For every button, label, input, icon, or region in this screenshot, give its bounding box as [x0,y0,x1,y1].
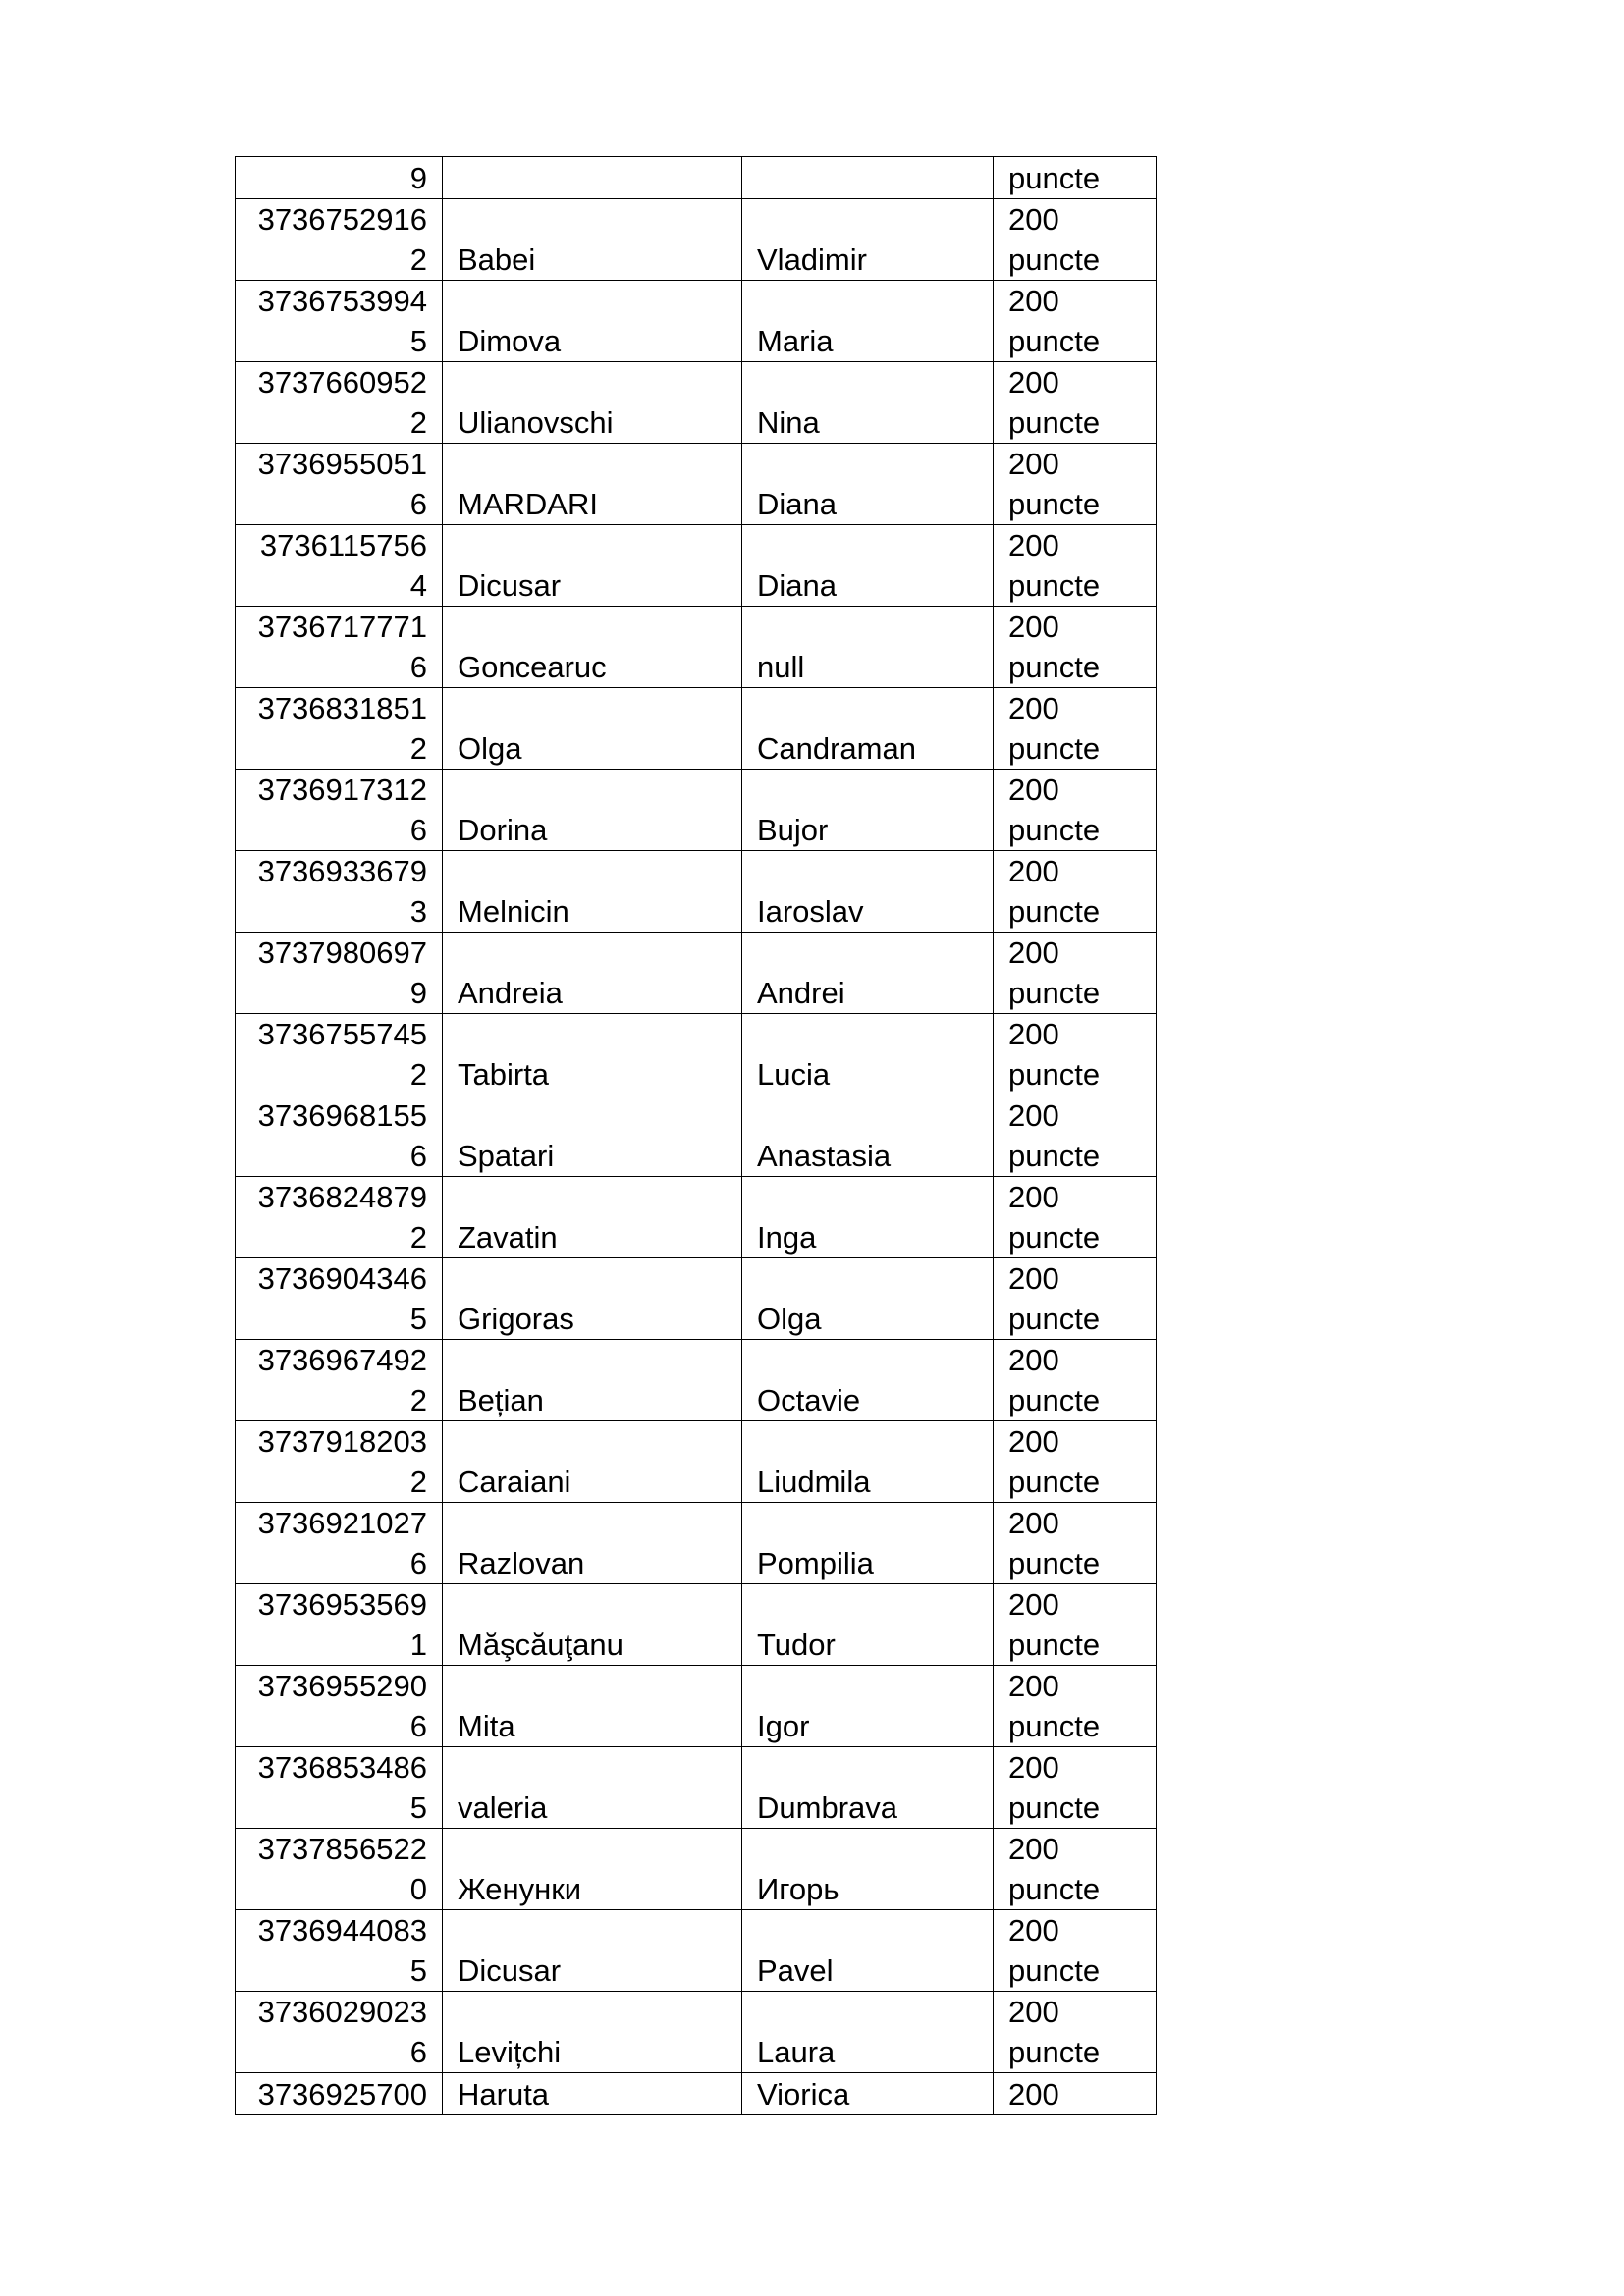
cell-last-name: Ulianovschi [443,362,742,444]
cell-last-name: Grigoras [443,1258,742,1340]
cell-id-line: 2 [409,405,427,440]
cell-points-line: puncte [1008,1220,1101,1255]
table-row [236,688,1157,770]
cell-points [994,607,1157,688]
cell-id-line: 3736967492 [257,1343,427,1377]
cell-points-line: puncte [1008,1546,1101,1580]
cell-last-name: Melnicin [443,851,742,933]
cell-last-name: Andreia [443,933,742,1014]
cell-points [994,1584,1157,1666]
cell-points [994,688,1157,770]
cell-first-name: Lucia [742,1014,994,1095]
cell-id [236,199,443,281]
table-row [236,1014,1157,1095]
cell-id-line: 0 [409,1872,427,1906]
cell-points-line: puncte [1008,731,1101,766]
data-table [235,156,1157,2115]
cell-id [236,1095,443,1177]
cell-points [994,1910,1157,1992]
cell-last-name [443,157,742,199]
cell-id-line: 2 [409,1383,427,1417]
cell-points [994,1747,1157,1829]
cell-points-line: 200 [1008,1017,1059,1051]
cell-first-name: Vladimir [742,199,994,281]
cell-id-line: 2 [409,1220,427,1255]
cell-points-line: puncte [1008,976,1101,1010]
cell-first-name: Iaroslav [742,851,994,933]
cell-id-line: 3736968155 [257,1098,427,1133]
cell-points-line: 200 [1008,1669,1059,1703]
cell-points [994,199,1157,281]
table-row [236,1421,1157,1503]
cell-points-line: 200 [1008,1587,1059,1622]
cell-points-line: puncte [1008,1872,1101,1906]
cell-points-line: puncte [1008,1953,1101,1988]
cell-points-line: puncte [1008,324,1101,358]
cell-points-line: 200 [1008,1343,1059,1377]
table-body [236,157,1157,2115]
cell-id [236,1014,443,1095]
cell-last-name: Dicusar [443,525,742,607]
cell-first-name: Anastasia [742,1095,994,1177]
cell-id-line: 2 [409,731,427,766]
cell-id [236,1258,443,1340]
cell-points-line: 200 [1008,1424,1059,1459]
cell-id-line: 6 [409,1139,427,1173]
cell-id-line: 6 [409,1709,427,1743]
cell-points [994,362,1157,444]
cell-id-line: 6 [409,650,427,684]
cell-id [236,1666,443,1747]
table-row [236,444,1157,525]
cell-first-name: Liudmila [742,1421,994,1503]
cell-id-line: 5 [409,1953,427,1988]
table-row [236,1095,1157,1177]
cell-last-name: Dorina [443,770,742,851]
cell-id [236,525,443,607]
cell-first-name: null [742,607,994,688]
cell-points-line: 200 [1008,1098,1059,1133]
cell-id-line: 3736944083 [257,1913,427,1948]
cell-id-line: 3736115756 [259,528,427,562]
cell-points-line: 200 [1008,773,1059,807]
cell-points [994,2073,1157,2115]
cell-id [236,362,443,444]
cell-id [236,770,443,851]
cell-first-name: Viorica [742,2073,994,2115]
cell-points [994,1503,1157,1584]
cell-first-name: Octavie [742,1340,994,1421]
table-row [236,2073,1157,2115]
cell-last-name: MARDARI [443,444,742,525]
cell-first-name: Igor [742,1666,994,1747]
cell-id-line: 3737856522 [257,1832,427,1866]
cell-last-name: Măşcăuţanu [443,1584,742,1666]
cell-points-line: 200 [1008,2077,1059,2111]
cell-id-line: 3736955051 [257,447,427,481]
cell-first-name: Игорь [742,1829,994,1910]
cell-points-line: 200 [1008,1913,1059,1948]
cell-first-name: Laura [742,1992,994,2073]
cell-id-line: 3736029023 [257,1995,427,2029]
cell-points-line: puncte [1008,568,1101,603]
cell-points-line: puncte [1008,2035,1101,2069]
cell-id-line: 5 [409,1302,427,1336]
cell-id [236,281,443,362]
cell-last-name: Caraiani [443,1421,742,1503]
cell-points [994,444,1157,525]
cell-id-line: 3736753994 [257,284,427,318]
cell-first-name: Pavel [742,1910,994,1992]
cell-first-name: Pompilia [742,1503,994,1584]
cell-points-line: puncte [1008,813,1101,847]
table-row [236,1829,1157,1910]
cell-last-name: Женунки [443,1829,742,1910]
table-row [236,281,1157,362]
cell-points-line: 200 [1008,1995,1059,2029]
cell-last-name: Haruta [443,2073,742,2115]
cell-id-line: 3737918203 [257,1424,427,1459]
table-row [236,1177,1157,1258]
cell-last-name: valeria [443,1747,742,1829]
cell-id-line: 3736755745 [257,1017,427,1051]
cell-id-line: 4 [409,568,427,603]
cell-id-line: 2 [409,1057,427,1092]
cell-points [994,1340,1157,1421]
cell-points-line: puncte [1008,1628,1101,1662]
cell-id-line: 3737660952 [257,365,427,400]
cell-last-name: Razlovan [443,1503,742,1584]
cell-first-name: Andrei [742,933,994,1014]
cell-id-line: 3736831851 [257,691,427,725]
cell-points [994,1421,1157,1503]
cell-id-line: 3736925700 [257,2077,427,2111]
cell-id [236,1421,443,1503]
table-row [236,157,1157,199]
cell-points-line: 200 [1008,447,1059,481]
cell-points-line: 200 [1008,1750,1059,1785]
cell-points [994,770,1157,851]
cell-id-line: 2 [409,242,427,277]
table-row [236,1584,1157,1666]
cell-points-line: puncte [1008,242,1101,277]
cell-id-line: 9 [409,161,427,195]
cell-last-name: Dimova [443,281,742,362]
table-row [236,770,1157,851]
cell-id [236,688,443,770]
cell-points-line: 200 [1008,284,1059,318]
cell-points [994,933,1157,1014]
cell-points-line: puncte [1008,1790,1101,1825]
table-row [236,362,1157,444]
cell-points-line: puncte [1008,1139,1101,1173]
cell-points-line: puncte [1008,1709,1101,1743]
cell-points-line: 200 [1008,610,1059,644]
cell-id-line: 3 [409,894,427,929]
cell-points-line: 200 [1008,365,1059,400]
cell-first-name: Olga [742,1258,994,1340]
cell-points-line: puncte [1008,1057,1101,1092]
cell-id-line: 6 [409,2035,427,2069]
cell-points-line: puncte [1008,894,1101,929]
cell-id-line: 5 [409,1790,427,1825]
cell-id-line: 3736904346 [257,1261,427,1296]
table-row [236,933,1157,1014]
table-row [236,1992,1157,2073]
cell-last-name: Bețian [443,1340,742,1421]
cell-id-line: 2 [409,1465,427,1499]
cell-points-line: 200 [1008,202,1059,237]
cell-points-line: 200 [1008,1506,1059,1540]
table-row [236,607,1157,688]
table-row [236,1258,1157,1340]
cell-id [236,2073,443,2115]
cell-points-line: 200 [1008,528,1059,562]
cell-id-line: 3736917312 [257,773,427,807]
cell-first-name: Dumbrava [742,1747,994,1829]
cell-id-line: 1 [409,1628,427,1662]
cell-points-line: 200 [1008,935,1059,970]
cell-first-name: Diana [742,444,994,525]
cell-points-line: 200 [1008,1261,1059,1296]
cell-id [236,1584,443,1666]
cell-points [994,1177,1157,1258]
cell-points [994,1258,1157,1340]
table-row [236,1666,1157,1747]
cell-points-line: 200 [1008,1832,1059,1866]
cell-id-line: 3736953569 [257,1587,427,1622]
cell-id [236,607,443,688]
cell-id [236,1829,443,1910]
cell-id-line: 3737980697 [257,935,427,970]
cell-id [236,933,443,1014]
cell-id-line: 3736921027 [257,1506,427,1540]
cell-points [994,1992,1157,2073]
cell-id [236,444,443,525]
cell-first-name: Maria [742,281,994,362]
cell-points-line: puncte [1008,405,1101,440]
cell-last-name: Tabirta [443,1014,742,1095]
cell-last-name: Babei [443,199,742,281]
cell-points-line: puncte [1008,1302,1101,1336]
cell-first-name: Inga [742,1177,994,1258]
cell-id-line: 6 [409,487,427,521]
table-row [236,1340,1157,1421]
cell-points [994,525,1157,607]
cell-id [236,1992,443,2073]
cell-id-line: 3736717771 [257,610,427,644]
cell-id-line: 3736853486 [257,1750,427,1785]
cell-last-name: Mita [443,1666,742,1747]
cell-first-name: Bujor [742,770,994,851]
cell-last-name: Zavatin [443,1177,742,1258]
cell-points [994,1014,1157,1095]
cell-points-line: puncte [1008,161,1101,195]
cell-id-line: 6 [409,813,427,847]
table-row [236,199,1157,281]
cell-points [994,1095,1157,1177]
table-row [236,1910,1157,1992]
cell-points [994,281,1157,362]
cell-id [236,157,443,199]
cell-first-name: Diana [742,525,994,607]
cell-points-line: 200 [1008,854,1059,888]
cell-last-name: Olga [443,688,742,770]
cell-points [994,851,1157,933]
cell-id-line: 3736752916 [257,202,427,237]
cell-id-line: 3736955290 [257,1669,427,1703]
cell-points-line: puncte [1008,1465,1101,1499]
cell-first-name: Nina [742,362,994,444]
cell-id-line: 9 [409,976,427,1010]
cell-last-name: Dicusar [443,1910,742,1992]
cell-id-line: 6 [409,1546,427,1580]
cell-id-line: 3736933679 [257,854,427,888]
cell-first-name [742,157,994,199]
cell-id-line: 3736824879 [257,1180,427,1214]
cell-points [994,157,1157,199]
cell-id [236,1747,443,1829]
cell-last-name: Spatari [443,1095,742,1177]
cell-id [236,1177,443,1258]
cell-points [994,1666,1157,1747]
cell-last-name: Goncearuc [443,607,742,688]
table-row [236,525,1157,607]
cell-last-name: Levițchi [443,1992,742,2073]
cell-first-name: Tudor [742,1584,994,1666]
cell-first-name: Candraman [742,688,994,770]
cell-points-line: 200 [1008,691,1059,725]
cell-id [236,1910,443,1992]
table-row [236,1503,1157,1584]
cell-id-line: 5 [409,324,427,358]
cell-points-line: puncte [1008,650,1101,684]
cell-points-line: puncte [1008,1383,1101,1417]
cell-points-line: 200 [1008,1180,1059,1214]
cell-id [236,1340,443,1421]
cell-id [236,851,443,933]
cell-id [236,1503,443,1584]
table-row [236,851,1157,933]
cell-points-line: puncte [1008,487,1101,521]
table-row [236,1747,1157,1829]
cell-points [994,1829,1157,1910]
